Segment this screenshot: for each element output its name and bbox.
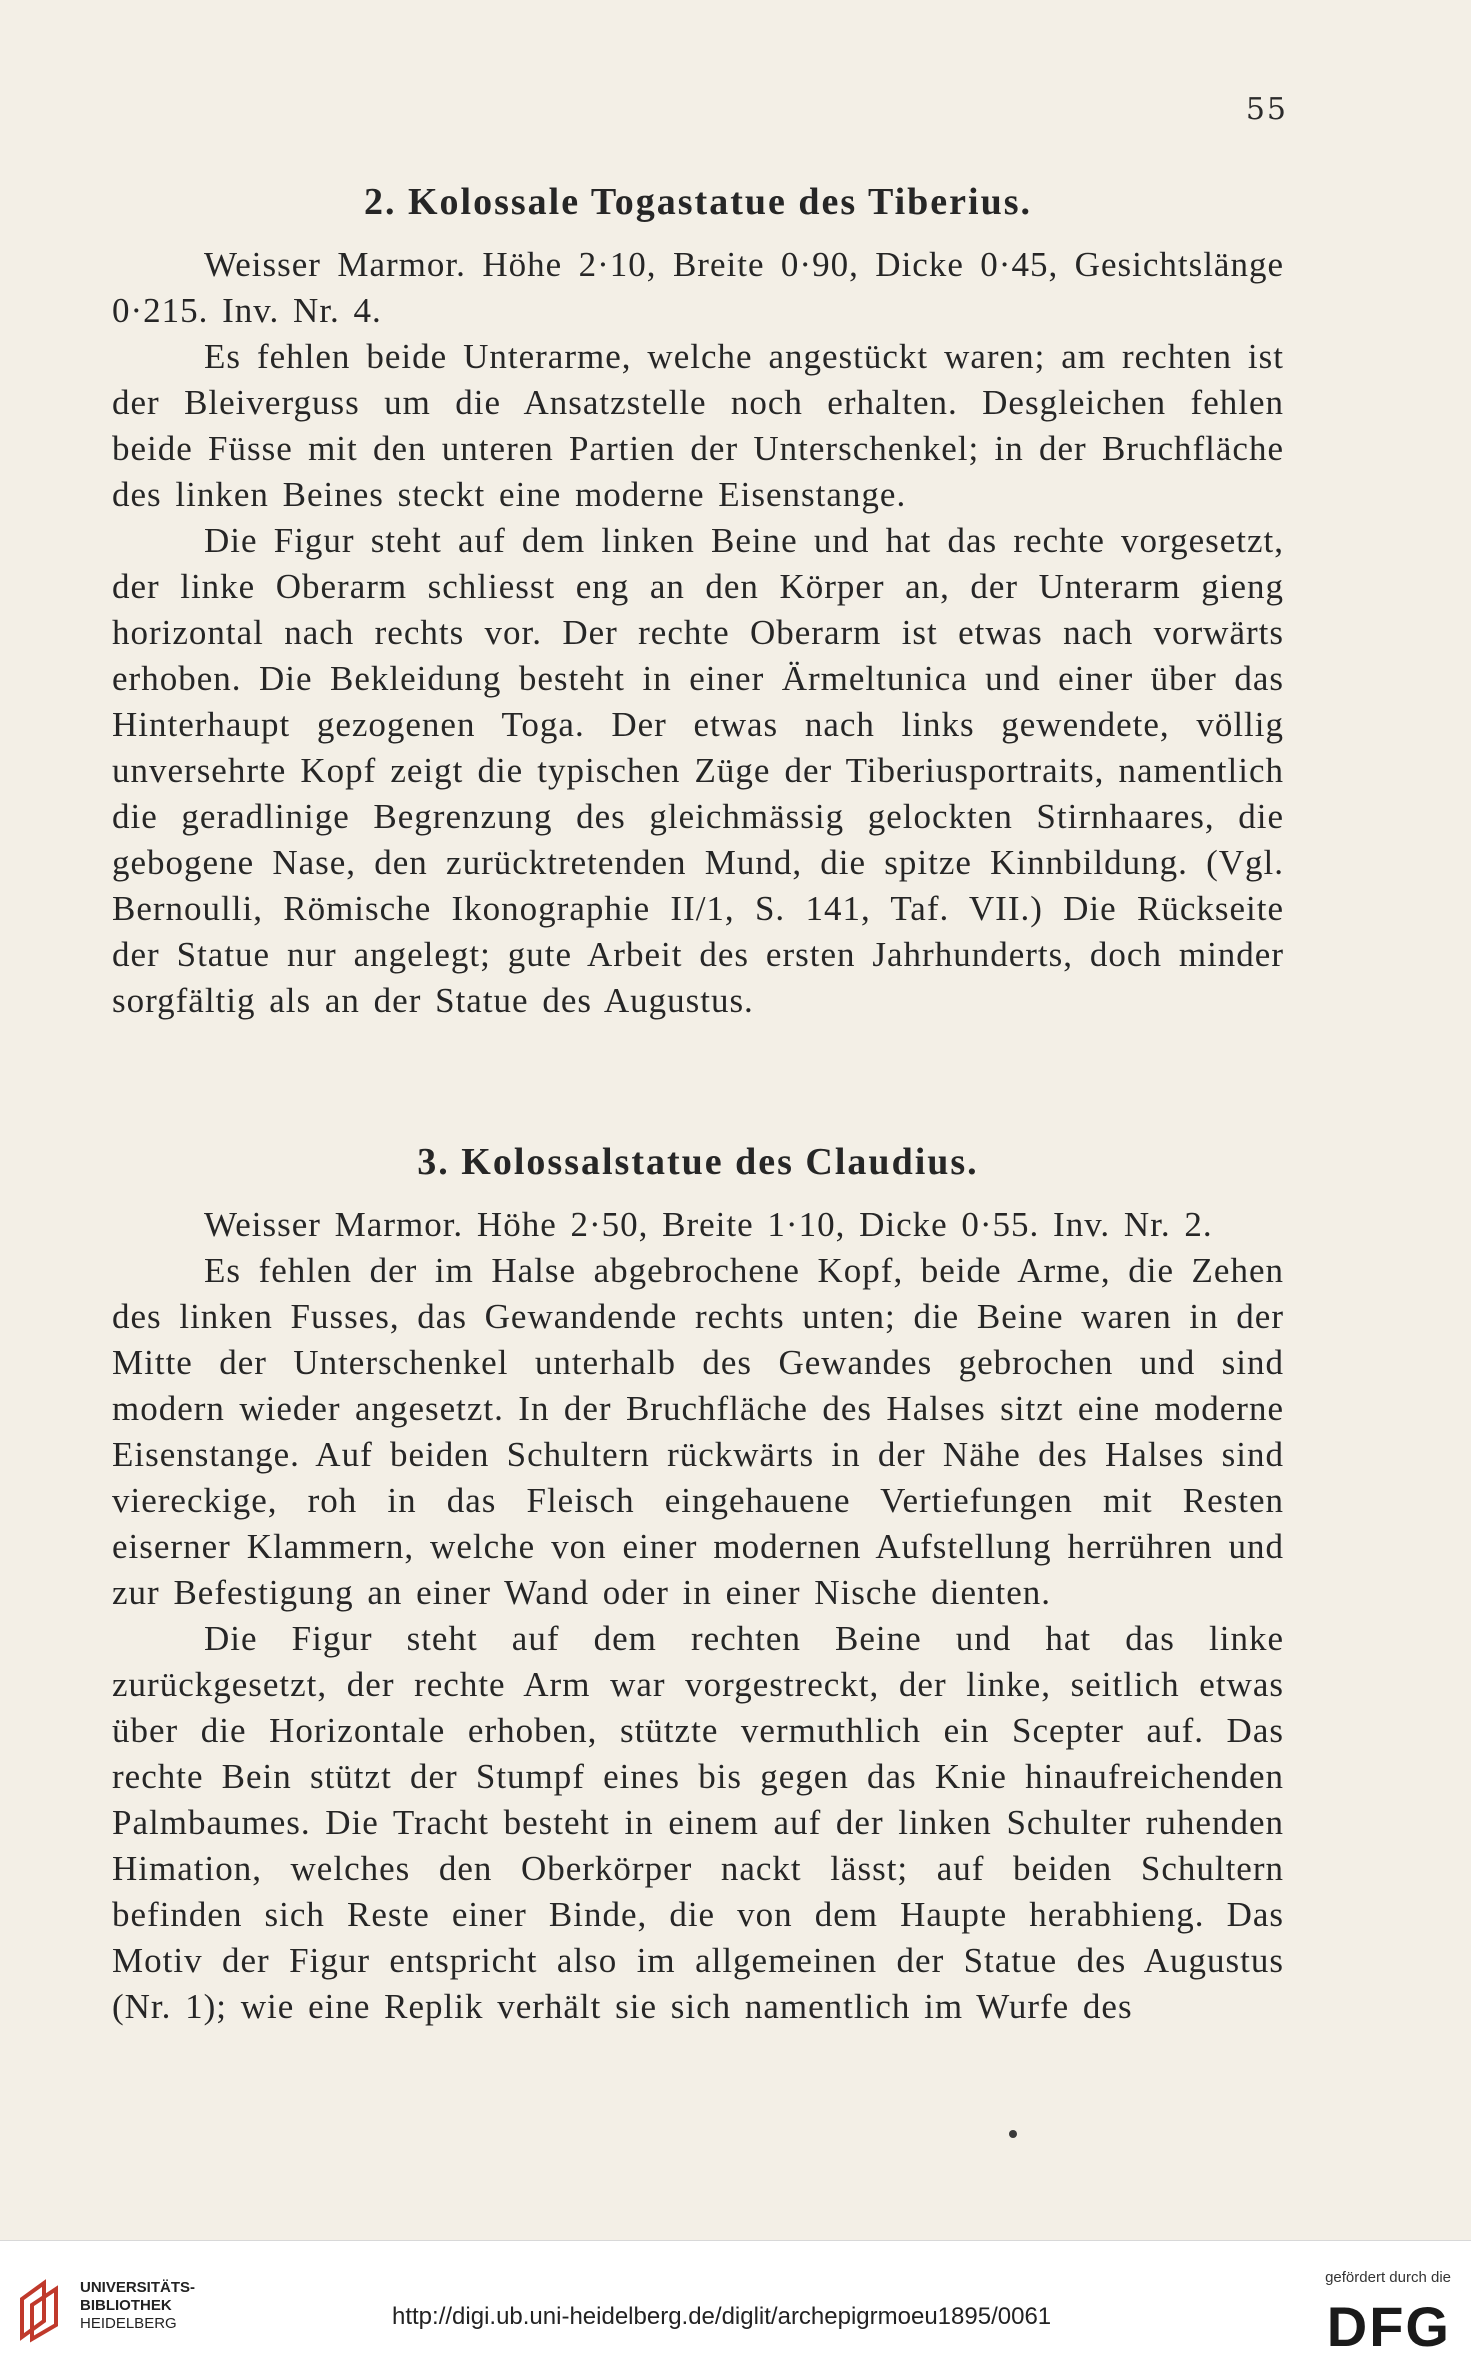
paragraph: Die Figur steht auf dem rechten Beine und hat das linke zurückgesetzt, der rechte Arm war vorgestreckt, der linke, seitlich etwas über die Horizontale erhoben, stützte vermuthlich ein Scepter auf. Das rechte Bein stützt der Stumpf eines bis gegen das Knie hinaufreichenden Palmbaumes. Die Tracht besteht in einem auf der linken Schulter ruhenden Himation, welches den Oberkörper nackt lässt; auf beiden Schultern befinden sich Reste einer Binde, die von dem Haupte herabhieng. Das Motiv der Figur entspricht also im allgemeinen der Statue des Augustus (Nr. 1); wie eine Replik verhält sie sich namentlich im Wurfe des [112, 1619, 1284, 2026]
heading-text: 2. Kolossale Togastatue des Tiberius. [363, 181, 1033, 223]
section-body-tiberius [112, 242, 1284, 1024]
heading-text: 3. Kolossalstatue des Claudius. [417, 1141, 979, 1183]
paragraph: Weisser Marmor. Höhe 2·10, Breite 0·90, Dicke 0·45, Gesichtslänge 0·215. Inv. Nr. 4. [112, 245, 1284, 330]
library-name-line: BIBLIOTHEK [80, 2297, 172, 2314]
university-library-logo-icon [14, 2277, 68, 2343]
ink-blot-icon [1007, 2128, 1019, 2140]
library-name [80, 2279, 195, 2333]
funding-note: gefördert durch die [1325, 2269, 1451, 2286]
page-number: 55 [1245, 92, 1288, 127]
library-name-line: HEIDELBERG [80, 2315, 177, 2332]
library-name-line: UNIVERSITÄTS- [80, 2279, 196, 2296]
permalink-url[interactable]: http://digi.ub.uni-heidelberg.de/diglit/archepigrmoeu1895/0061 [392, 2303, 1052, 2330]
dfg-logo: DFG [1326, 2295, 1451, 2358]
section-heading-claudius [112, 1140, 1284, 1184]
paragraph: Es fehlen beide Unterarme, welche angestückt waren; am rechten ist der Bleiverguss um die Ansatzstelle noch erhalten. Desgleichen fehlen beide Füsse mit den unteren Partien der Unterschenkel; in der Bruchfläche des linken Beines steckt eine moderne Eisenstange. [112, 337, 1284, 514]
paragraph: Die Figur steht auf dem linken Beine und hat das rechte vorgesetzt, der linke Oberarm schliesst eng an den Körper an, der Unterarm gieng horizontal nach rechts vor. Der rechte Oberarm ist etwas nach vorwärts erhoben. Die Bekleidung besteht in einer Ärmeltunica und einer über das Hinterhaupt gezogenen Toga. Der etwas nach links gewendete, völlig unversehrte Kopf zeigt die typischen Züge der Tiberiusportraits, namentlich die geradlinige Begrenzung des gleichmässig gelockten Stirnhaares, die gebogene Nase, den zurücktretenden Mund, die spitze Kinnbildung. (Vgl. Bernoulli, Römische Ikonographie II/1, S. 141, Taf. VII.) Die Rückseite der Statue nur angelegt; gute Arbeit des ersten Jahrhunderts, doch minder sorgfältig als an der Statue des Augustus. [112, 521, 1284, 1020]
paragraph: Weisser Marmor. Höhe 2·50, Breite 1·10, Dicke 0·55. Inv. Nr. 2. [204, 1205, 1213, 1244]
paragraph: Es fehlen der im Halse abgebrochene Kopf, beide Arme, die Zehen des linken Fusses, das Gewandende rechts unten; die Beine waren in der Mitte der Unterschenkel unterhalb des Gewandes gebrochen und sind modern wieder angesetzt. In der Bruchfläche des Halses sitzt eine moderne Eisenstange. Auf beiden Schultern rückwärts in der Nähe des Halses sind viereckige, roh in das Fleisch eingehauene Vertiefungen mit Resten eiserner Klammern, welche von einer modernen Aufstellung herrühren und zur Befestigung an einer Wand oder in einer Nische dienten. [112, 1251, 1284, 1612]
section-heading-tiberius [112, 180, 1284, 224]
section-body-claudius [112, 1202, 1284, 2030]
digitization-footer [0, 2240, 1471, 2373]
